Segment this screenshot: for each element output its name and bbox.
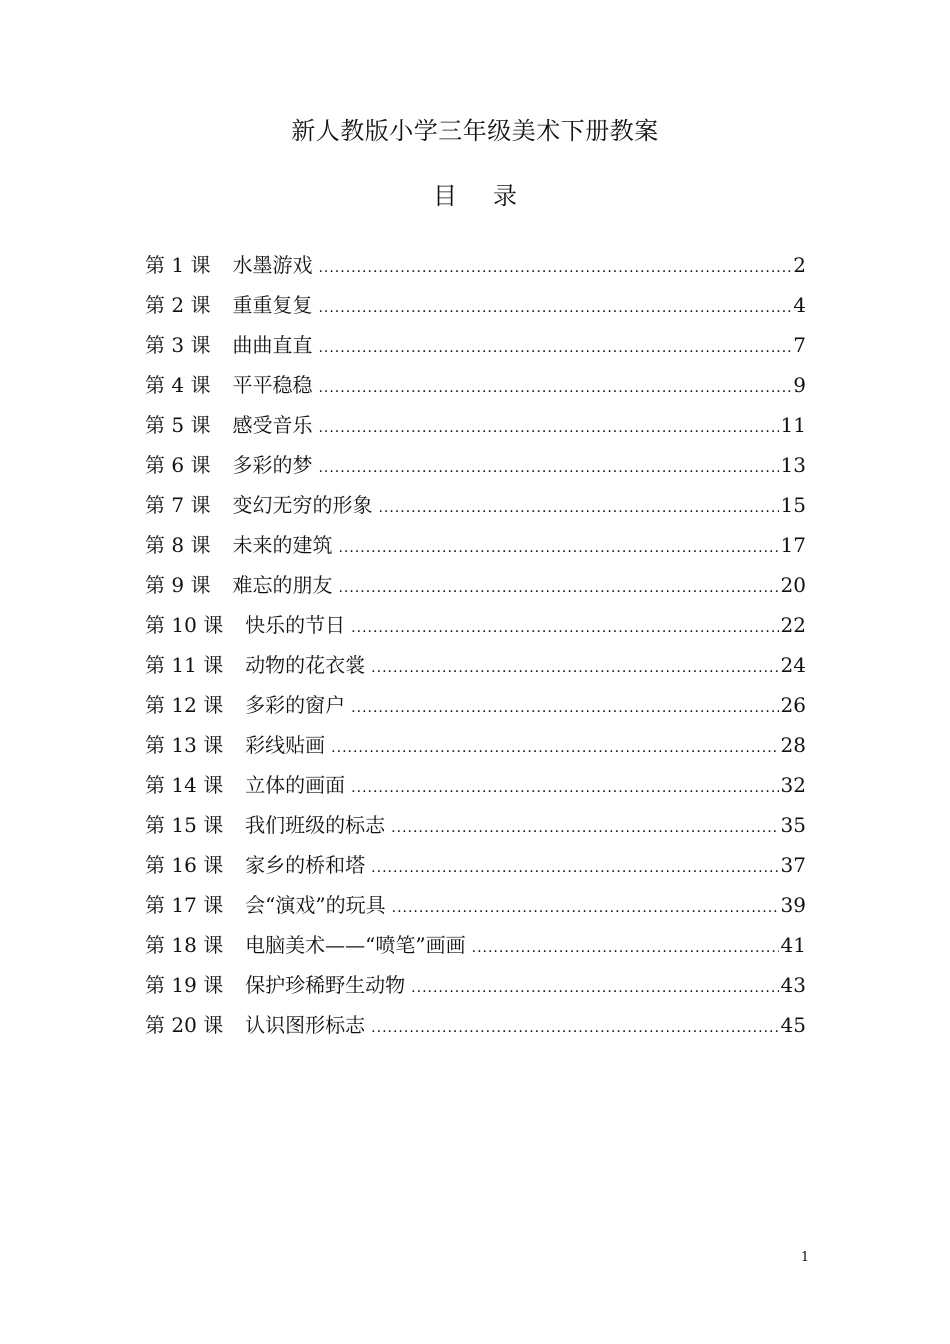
toc-page-number: 2 bbox=[793, 253, 806, 277]
toc-lesson-title: 会“演戏”的玩具 bbox=[245, 893, 386, 917]
toc-page-number: 11 bbox=[780, 413, 806, 437]
toc-dot-leader bbox=[411, 970, 778, 1006]
toc-dot-leader bbox=[338, 530, 778, 566]
toc-lesson-title: 认识图形标志 bbox=[245, 1013, 366, 1037]
toc-entry[interactable] bbox=[145, 447, 806, 487]
toc-lesson-title: 重重复复 bbox=[232, 293, 313, 317]
toc-lesson-number: 第 13 课 bbox=[145, 733, 224, 757]
toc-entry[interactable] bbox=[145, 487, 806, 527]
toc-page-number: 39 bbox=[780, 893, 806, 917]
toc-dot-leader bbox=[318, 330, 791, 366]
toc-lesson-title: 家乡的桥和塔 bbox=[245, 853, 366, 877]
toc-lesson-title: 未来的建筑 bbox=[232, 533, 333, 557]
toc-lesson-title: 快乐的节日 bbox=[245, 613, 346, 637]
toc-lesson-title: 平平稳稳 bbox=[232, 373, 313, 397]
toc-page-number: 35 bbox=[780, 813, 806, 837]
toc-dot-leader bbox=[371, 1010, 778, 1046]
toc-lesson-number: 第 7 课 bbox=[145, 493, 211, 517]
toc-entry[interactable] bbox=[145, 247, 806, 287]
toc-page-number: 9 bbox=[793, 373, 806, 397]
toc-page-number: 4 bbox=[793, 293, 806, 317]
toc-dot-leader bbox=[351, 690, 778, 726]
toc-entry[interactable] bbox=[145, 727, 806, 767]
toc-lesson-number: 第 6 课 bbox=[145, 453, 211, 477]
toc-entry[interactable] bbox=[145, 287, 806, 327]
toc-dot-leader bbox=[392, 890, 779, 926]
toc-page-number: 37 bbox=[780, 853, 806, 877]
table-of-contents bbox=[145, 247, 806, 1047]
toc-lesson-title: 动物的花衣裳 bbox=[245, 653, 366, 677]
toc-page-number: 32 bbox=[780, 773, 806, 797]
toc-lesson-number: 第 19 课 bbox=[145, 973, 224, 997]
toc-lesson-title: 保护珍稀野生动物 bbox=[245, 973, 406, 997]
toc-dot-leader bbox=[472, 930, 779, 966]
toc-dot-leader bbox=[318, 250, 791, 286]
toc-entry[interactable] bbox=[145, 647, 806, 687]
toc-lesson-title: 难忘的朋友 bbox=[232, 573, 333, 597]
toc-entry[interactable] bbox=[145, 407, 806, 447]
toc-entry[interactable] bbox=[145, 607, 806, 647]
toc-lesson-number: 第 2 课 bbox=[145, 293, 211, 317]
page-number: 1 bbox=[800, 1250, 810, 1265]
toc-lesson-number: 第 3 课 bbox=[145, 333, 211, 357]
toc-entry[interactable] bbox=[145, 687, 806, 727]
toc-dot-leader bbox=[318, 370, 791, 406]
toc-dot-leader bbox=[378, 490, 778, 526]
toc-lesson-number: 第 5 课 bbox=[145, 413, 211, 437]
toc-page-number: 45 bbox=[780, 1013, 806, 1037]
toc-entry[interactable] bbox=[145, 1007, 806, 1047]
toc-page-number: 41 bbox=[780, 933, 806, 957]
toc-dot-leader bbox=[391, 810, 778, 846]
toc-dot-leader bbox=[371, 650, 778, 686]
toc-entry[interactable] bbox=[145, 927, 806, 967]
toc-dot-leader bbox=[371, 850, 778, 886]
toc-lesson-number: 第 8 课 bbox=[145, 533, 211, 557]
toc-lesson-title: 曲曲直直 bbox=[232, 333, 313, 357]
toc-page-number: 43 bbox=[780, 973, 806, 997]
toc-page-number: 7 bbox=[793, 333, 806, 357]
toc-dot-leader bbox=[318, 290, 791, 326]
toc-dot-leader bbox=[331, 730, 778, 766]
toc-lesson-number: 第 18 课 bbox=[145, 933, 224, 957]
toc-entry[interactable] bbox=[145, 887, 806, 927]
toc-page-number: 28 bbox=[780, 733, 806, 757]
toc-page-number: 26 bbox=[780, 693, 806, 717]
toc-lesson-number: 第 15 课 bbox=[145, 813, 224, 837]
toc-dot-leader bbox=[351, 770, 778, 806]
toc-lesson-number: 第 14 课 bbox=[145, 773, 224, 797]
toc-lesson-title: 多彩的窗户 bbox=[245, 693, 346, 717]
toc-lesson-title: 水墨游戏 bbox=[232, 253, 313, 277]
toc-lesson-title: 电脑美术——“喷笔”画画 bbox=[245, 933, 466, 957]
toc-dot-leader bbox=[351, 610, 778, 646]
toc-lesson-number: 第 12 课 bbox=[145, 693, 224, 717]
toc-dot-leader bbox=[338, 570, 778, 606]
toc-lesson-number: 第 17 课 bbox=[145, 893, 224, 917]
toc-entry[interactable] bbox=[145, 807, 806, 847]
toc-lesson-title: 我们班级的标志 bbox=[245, 813, 386, 837]
toc-lesson-number: 第 1 课 bbox=[145, 253, 211, 277]
toc-lesson-number: 第 20 课 bbox=[145, 1013, 224, 1037]
toc-lesson-title: 立体的画面 bbox=[245, 773, 346, 797]
toc-entry[interactable] bbox=[145, 967, 806, 1007]
document-title: 新人教版小学三年级美术下册教案 bbox=[291, 117, 659, 145]
toc-lesson-title: 感受音乐 bbox=[232, 413, 313, 437]
toc-page-number: 15 bbox=[780, 493, 806, 517]
toc-dot-leader bbox=[318, 410, 778, 446]
toc-entry[interactable] bbox=[145, 527, 806, 567]
toc-lesson-title: 彩线贴画 bbox=[245, 733, 326, 757]
toc-heading: 目录 bbox=[433, 182, 553, 210]
toc-entry[interactable] bbox=[145, 367, 806, 407]
toc-lesson-number: 第 16 课 bbox=[145, 853, 224, 877]
toc-page-number: 24 bbox=[780, 653, 806, 677]
toc-page-number: 20 bbox=[780, 573, 806, 597]
toc-entry[interactable] bbox=[145, 567, 806, 607]
toc-page-number: 17 bbox=[780, 533, 806, 557]
toc-dot-leader bbox=[318, 450, 778, 486]
toc-entry[interactable] bbox=[145, 847, 806, 887]
toc-lesson-number: 第 10 课 bbox=[145, 613, 224, 637]
toc-lesson-number: 第 9 课 bbox=[145, 573, 211, 597]
toc-entry[interactable] bbox=[145, 767, 806, 807]
toc-lesson-title: 多彩的梦 bbox=[232, 453, 313, 477]
toc-lesson-number: 第 11 课 bbox=[145, 653, 224, 677]
toc-lesson-title: 变幻无穷的形象 bbox=[232, 493, 373, 517]
toc-page-number: 13 bbox=[780, 453, 806, 477]
toc-entry[interactable] bbox=[145, 327, 806, 367]
toc-lesson-number: 第 4 课 bbox=[145, 373, 211, 397]
toc-page-number: 22 bbox=[780, 613, 806, 637]
